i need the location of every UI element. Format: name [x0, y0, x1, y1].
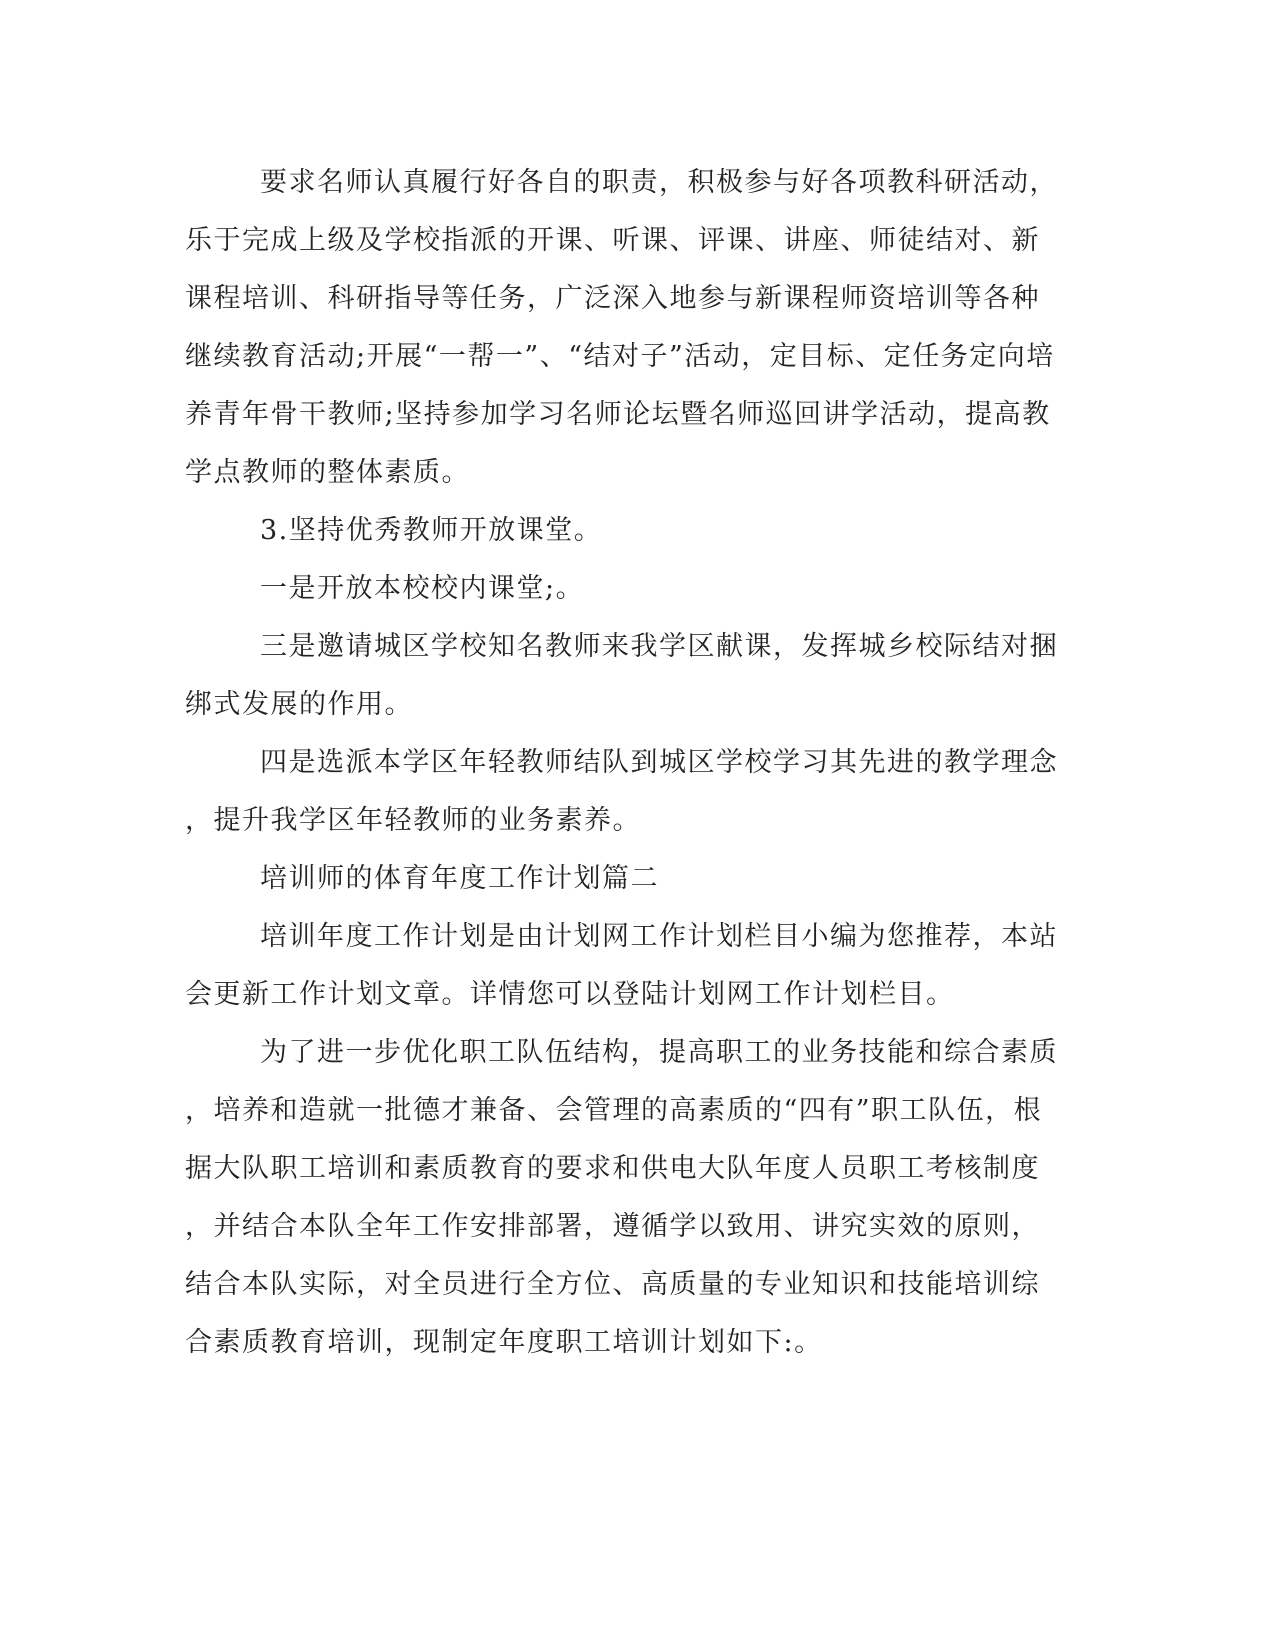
paragraph-line: 合素质教育培训，现制定年度职工培训计划如下:。 — [185, 1327, 823, 1358]
paragraph-line: 学点教师的整体素质。 — [185, 457, 470, 488]
paragraph-line: 四是选派本学区年轻教师结队到城区学校学习其先进的教学理念 — [260, 747, 1058, 778]
paragraph-line: 据大队职工培训和素质教育的要求和供电大队年度人员职工考核制度 — [185, 1153, 1040, 1184]
paragraph-line: 继续教育活动;开展“一帮一”、“结对子”活动，定目标、定任务定向培 — [185, 341, 1055, 372]
paragraph-line: 三是邀请城区学校知名教师来我学区献课，发挥城乡校际结对捆 — [260, 631, 1058, 662]
section-heading: 3.坚持优秀教师开放课堂。 — [260, 515, 603, 546]
paragraph-line: ，提升我学区年轻教师的业务素养。 — [185, 805, 641, 836]
paragraph-line: 养青年骨干教师;坚持参加学习名师论坛暨名师巡回讲学活动，提高教 — [185, 399, 1051, 430]
paragraph-line: ，培养和造就一批德才兼备、会管理的高素质的“四有”职工队伍，根 — [185, 1095, 1043, 1126]
paragraph-line: 一是开放本校校内课堂;。 — [260, 573, 585, 604]
paragraph-line: 会更新工作计划文章。详情您可以登陆计划网工作计划栏目。 — [185, 979, 955, 1010]
paragraph-line: 要求名师认真履行好各自的职责，积极参与好各项教科研活动， — [260, 167, 1058, 198]
paragraph-line: 为了进一步优化职工队伍结构，提高职工的业务技能和综合素质 — [260, 1037, 1058, 1068]
paragraph-line: 培训年度工作计划是由计划网工作计划栏目小编为您推荐，本站 — [260, 921, 1058, 952]
paragraph-line: 结合本队实际，对全员进行全方位、高质量的专业知识和技能培训综 — [185, 1269, 1040, 1300]
paragraph-line: ，并结合本队全年工作安排部署，遵循学以致用、讲究实效的原则， — [185, 1211, 1040, 1242]
section-heading: 培训师的体育年度工作计划篇二 — [260, 863, 659, 894]
paragraph-line: 乐于完成上级及学校指派的开课、听课、评课、讲座、师徒结对、新 — [185, 225, 1040, 256]
paragraph-line: 课程培训、科研指导等任务，广泛深入地参与新课程师资培训等各种 — [185, 283, 1040, 314]
paragraph-line: 绑式发展的作用。 — [185, 689, 413, 720]
